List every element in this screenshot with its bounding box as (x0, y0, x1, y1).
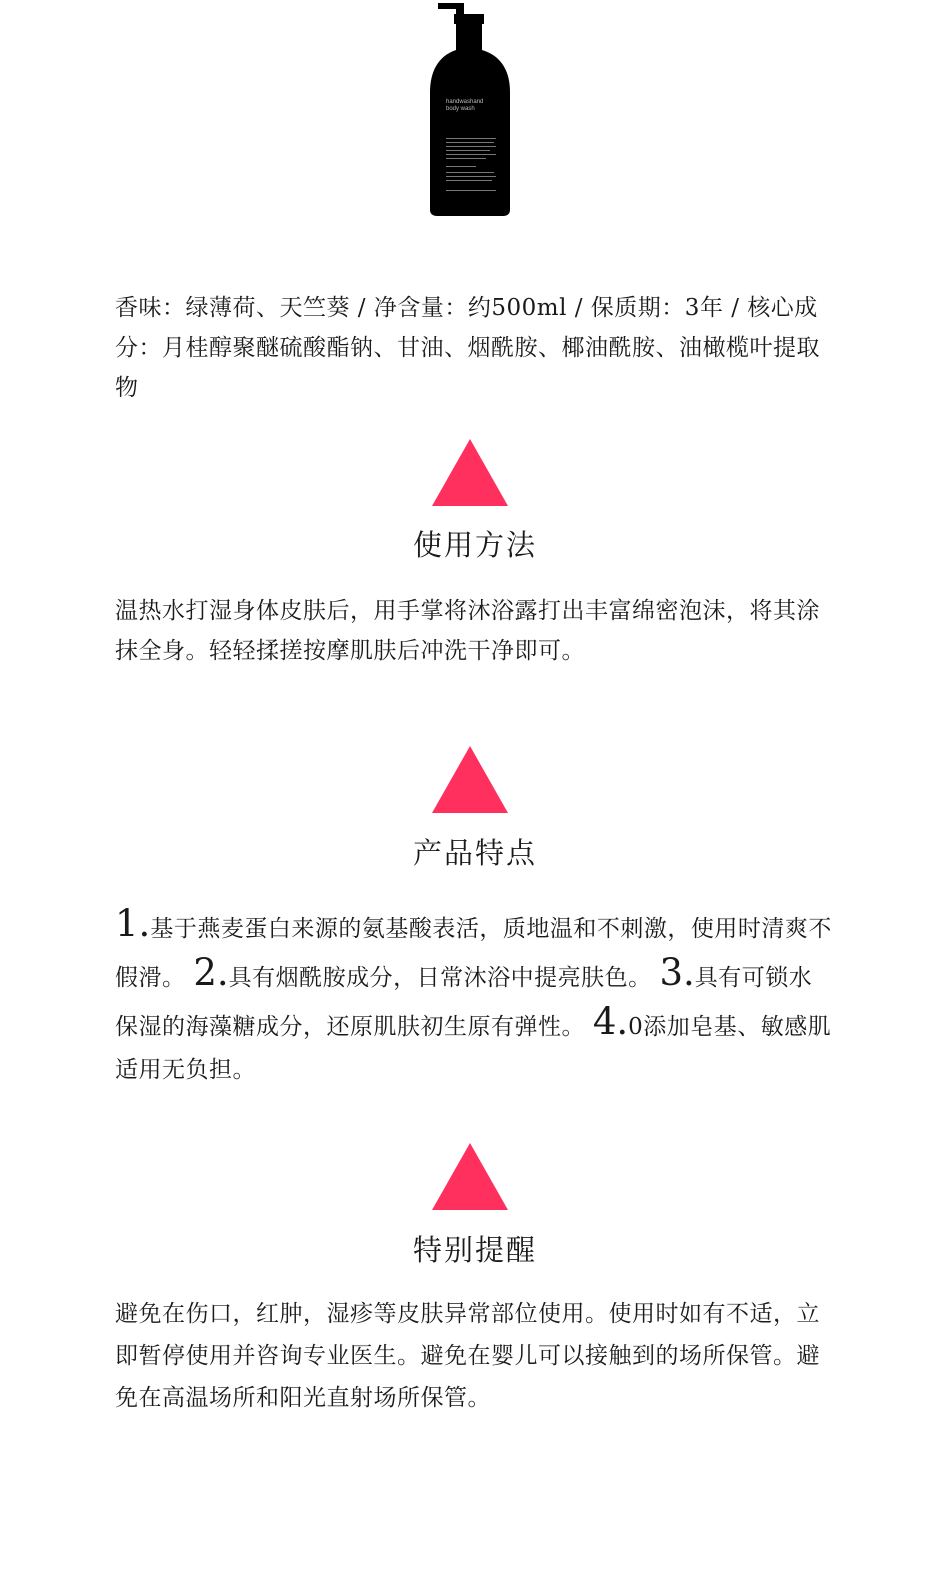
features-heading: 产品特点 (412, 836, 537, 870)
feature-text: 基于燕麦蛋白来源的氨基酸表活，质地温和不刺激，使用时清爽不假滑。 (115, 916, 832, 991)
triangle-marker-icon (432, 439, 508, 506)
usage-text: 温热水打湿身体皮肤后，用手掌将沐浴露打出丰富绵密泡沫，将其涂抹全身。轻轻揉搓按摩肌肤后冲洗干净即可。 (115, 598, 820, 664)
feature-number: 1. (115, 902, 151, 945)
triangle-marker-icon (432, 746, 508, 813)
feature-text: 0添加皂基、敏感肌适用无负担。 (115, 1014, 832, 1083)
warnings-heading: 特别提醒 (412, 1233, 537, 1267)
feature-number: 3. (659, 951, 695, 994)
triangle-marker-icon (432, 1143, 508, 1210)
feature-text: 具有可锁水保湿的海藻糖成分，还原肌肤初生原有弹性。 (115, 965, 813, 1040)
bottle-brand-line2: body wash (446, 106, 475, 112)
warnings-text: 避免在伤口，红肿，湿疹等皮肤异常部位使用。使用时如有不适，立即暂停使用并咨询专业医生。避免在婴儿可以接触到的场所保管。避免在高温场所和阳光直射场所保管。 (115, 1301, 820, 1411)
feature-number: 2. (193, 951, 229, 994)
features-list (115, 902, 835, 1092)
feature-text: 具有烟酰胺成分，日常沐浴中提亮肤色。 (228, 965, 652, 991)
feature-number: 4. (592, 1000, 629, 1043)
product-specs-text: 香味：绿薄荷、天竺葵 / 净含量：约500ml / 保质期：3年 / 核心成分：月桂醇聚醚硫酸酯钠、甘油、烟酰胺、椰油酰胺、油橄榄叶提取物 (115, 295, 820, 401)
product-bottle-image (410, 0, 530, 222)
usage-heading: 使用方法 (412, 528, 537, 562)
bottle-brand-line1: handwashand (446, 99, 484, 105)
